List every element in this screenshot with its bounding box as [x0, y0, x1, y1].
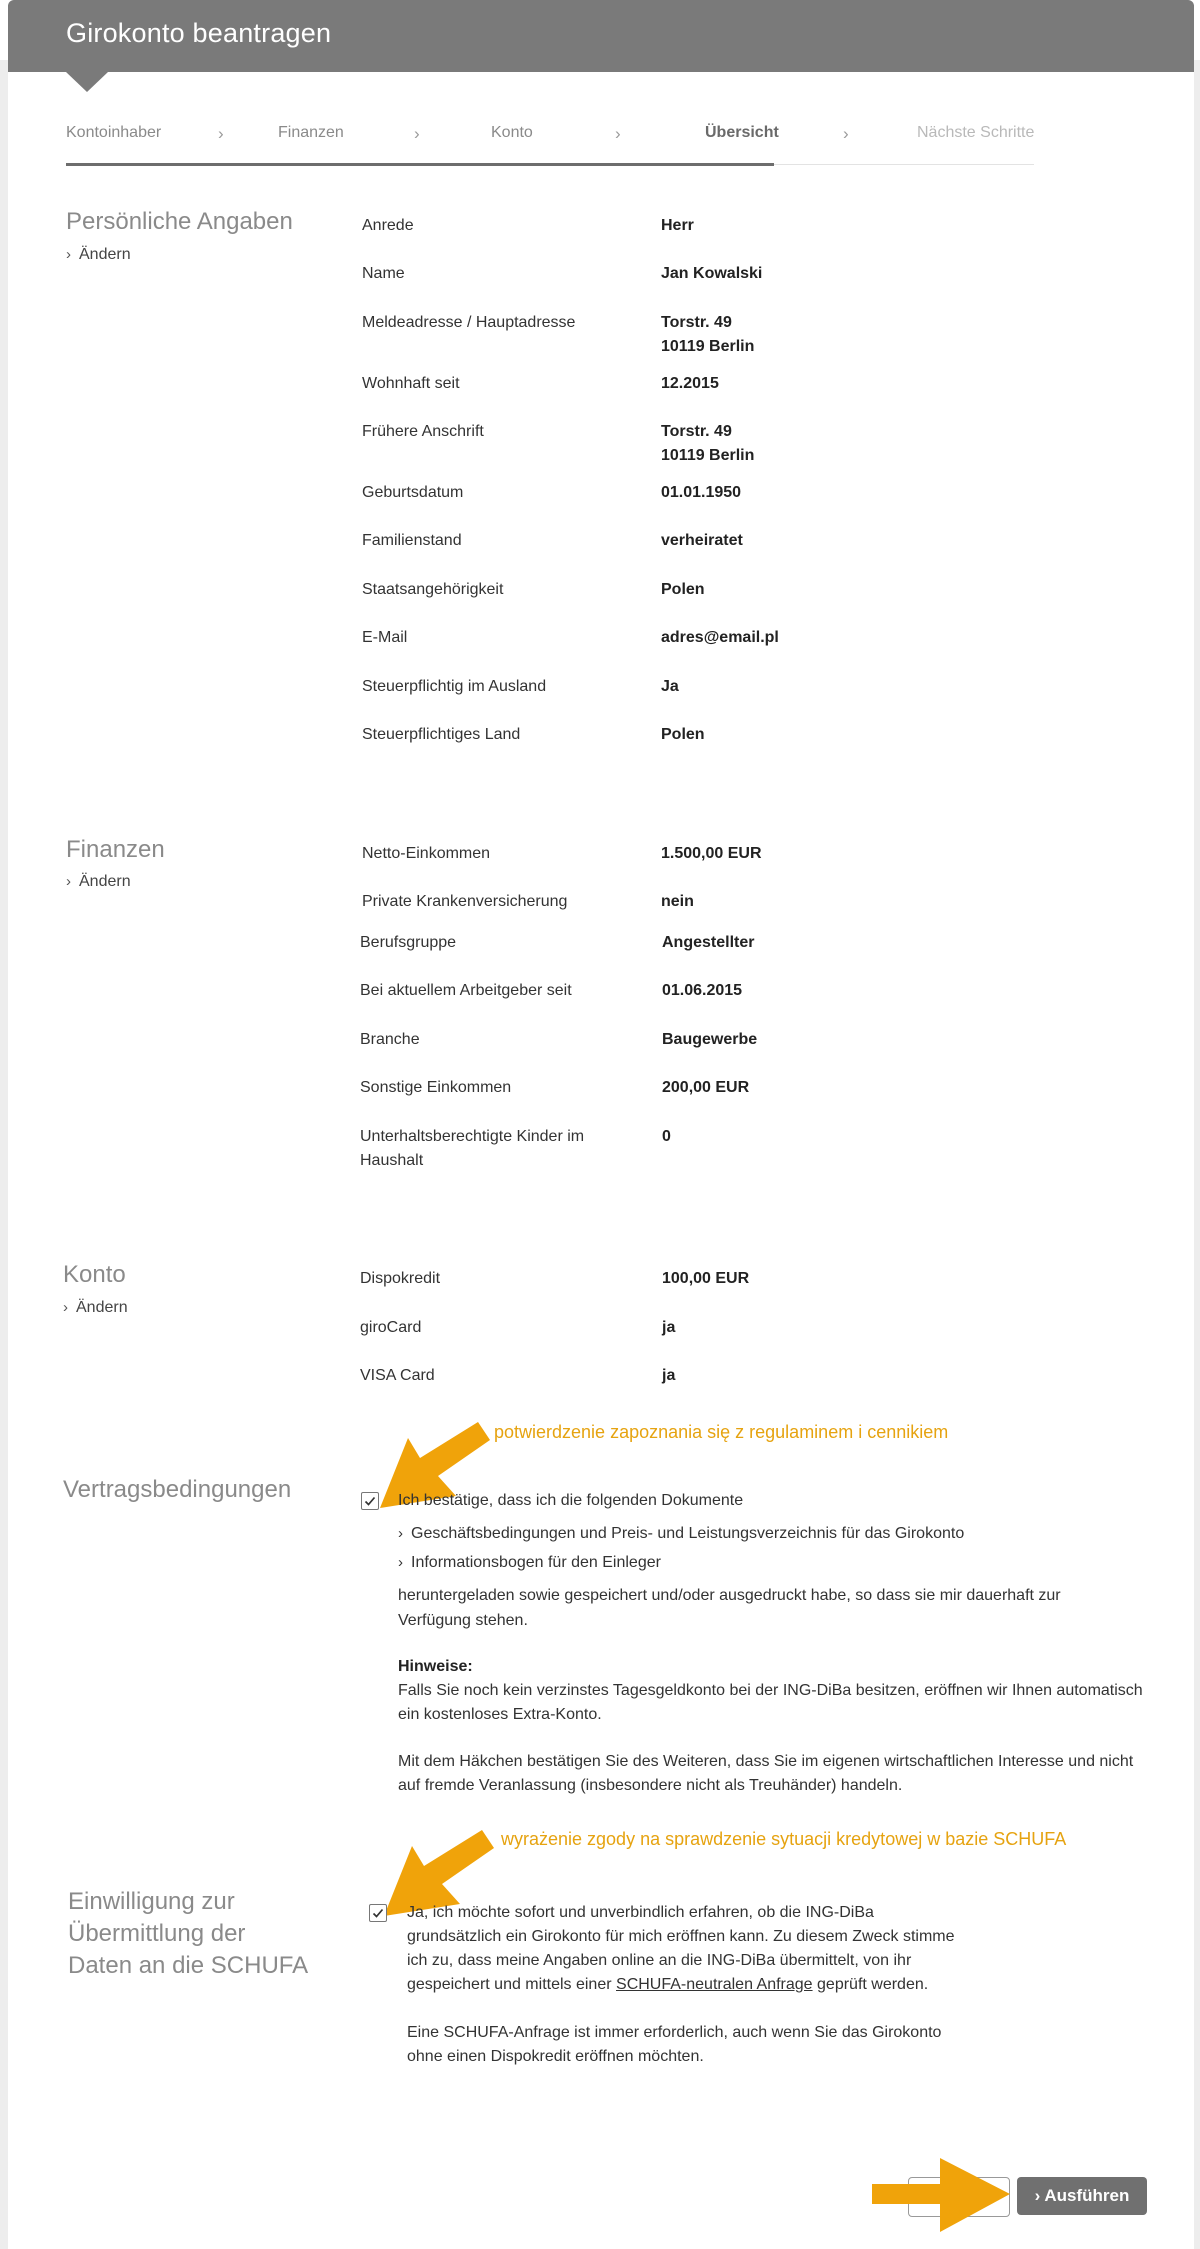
label-geburtsdatum: Geburtsdatum: [362, 484, 464, 501]
stepper-progress: [66, 163, 774, 166]
section-title-contract: Vertragsbedingungen: [63, 1476, 292, 1503]
label-girocard: giroCard: [360, 1319, 422, 1336]
value-fruehere-anschrift-street: Torstr. 49: [661, 423, 732, 440]
contract-hint-1: Falls Sie noch kein verzinstes Tagesgeldkonto bei der ING-DiBa besitzen, eröffnen wir Ihnen automatisch: [398, 1682, 1143, 1699]
doc-link-informationsbogen[interactable]: › Informationsbogen für den Einleger: [398, 1554, 661, 1571]
contract-downloaded-text-2: Verfügung stehen.: [398, 1612, 528, 1629]
value-sonstige-einkommen: 200,00 EUR: [662, 1079, 750, 1096]
section-title-account: Konto: [63, 1261, 126, 1288]
contract-downloaded-text-1: heruntergeladen sowie gespeichert und/oder ausgedruckt habe, so dass sie mir dauerhaft zur: [398, 1587, 1061, 1604]
label-visa-card: VISA Card: [360, 1367, 435, 1384]
annotation-schufa-note: wyrażenie zgody na sprawdzenie sytuacji kredytowej w bazie SCHUFA: [501, 1829, 1067, 1849]
step-uebersicht: Übersicht: [705, 124, 779, 141]
section-title-finance: Finanzen: [66, 836, 165, 863]
schufa-checkbox[interactable]: [369, 1904, 387, 1922]
value-girocard: ja: [662, 1319, 676, 1336]
value-anrede: Herr: [661, 217, 694, 234]
value-berufsgruppe: Angestellter: [662, 934, 755, 951]
annotation-arrow-icon: [870, 2156, 1012, 2234]
page-header: [8, 0, 1194, 72]
value-steuerpflichtiges-land: Polen: [661, 726, 705, 743]
label-meldeadresse: Meldeadresse / Hauptadresse: [362, 314, 576, 331]
step-separator-icon: ›: [218, 124, 224, 143]
label-dispokredit: Dispokredit: [360, 1270, 441, 1287]
contract-checkbox[interactable]: [361, 1492, 379, 1510]
chevron-right-icon: ›: [66, 246, 71, 263]
step-naechste-schritte: Nächste Schritte: [917, 124, 1035, 141]
value-staatsangehoerigkeit: Polen: [661, 581, 705, 598]
label-steuerpflichtig-ausland: Steuerpflichtig im Ausland: [362, 678, 547, 695]
step-separator-icon: ›: [414, 124, 420, 143]
section-title-personal: Persönliche Angaben: [66, 208, 293, 235]
step-konto[interactable]: Konto: [491, 124, 533, 141]
contract-hint-4: auf fremde Veranlassung (insbesondere nicht als Treuhänder) handeln.: [398, 1777, 903, 1794]
value-meldeadresse-city: 10119 Berlin: [661, 338, 755, 355]
page-title: Girokonto beantragen: [66, 18, 332, 48]
change-finance-link[interactable]: › Ändern: [66, 873, 131, 890]
step-kontoinhaber[interactable]: Kontoinhaber: [66, 124, 162, 141]
value-unterhaltsberechtigte-kinder: 0: [662, 1128, 671, 1145]
change-account-link[interactable]: › Ändern: [63, 1299, 128, 1316]
label-email: E-Mail: [362, 629, 408, 646]
section-title-schufa-line2: Übermittlung der: [68, 1920, 246, 1947]
chevron-right-icon: ›: [398, 1554, 403, 1571]
annotation-contract-note: potwierdzenie zapoznania się z regulaminem i cennikiem: [494, 1422, 949, 1442]
value-email: adres@email.pl: [661, 629, 779, 646]
value-meldeadresse-street: Torstr. 49: [661, 314, 732, 331]
chevron-right-icon: ›: [63, 1299, 68, 1316]
step-finanzen[interactable]: Finanzen: [278, 124, 344, 141]
chevron-right-icon: ›: [66, 873, 71, 890]
schufa-text-2: grundsätzlich ein Girokonto für mich eröffnen kann. Zu diesem Zweck stimme: [407, 1928, 955, 1945]
step-separator-icon: ›: [615, 124, 621, 143]
checkmark-icon: [364, 1495, 376, 1507]
label-fruehere-anschrift: Frühere Anschrift: [362, 423, 484, 440]
schufa-text-3: ich zu, dass meine Angaben online an die ING-DiBa übermittelt, von ihr: [407, 1952, 912, 1969]
section-title-schufa-line1: Einwilligung zur: [68, 1888, 235, 1915]
value-geburtsdatum: 01.01.1950: [661, 484, 742, 501]
progress-stepper: [66, 124, 1034, 168]
page-frame-right: [1194, 60, 1200, 2249]
label-arbeitgeber-seit: Bei aktuellem Arbeitgeber seit: [360, 982, 572, 999]
label-unterhaltsberechtigte-kinder: Unterhaltsberechtigte Kinder im: [360, 1128, 585, 1145]
submit-button[interactable]: [1017, 2177, 1147, 2215]
contract-hint-3: Mit dem Häkchen bestätigen Sie des Weiteren, dass Sie im eigenen wirtschaftlichen Interesse und nicht: [398, 1753, 1134, 1770]
label-netto-einkommen: Netto-Einkommen: [362, 845, 491, 862]
label-name: Name: [362, 265, 405, 282]
schufa-text-4: gespeichert und mittels einer SCHUFA-neutralen Anfrage geprüft werden.: [407, 1976, 929, 1993]
value-arbeitgeber-seit: 01.06.2015: [662, 982, 743, 999]
step-separator-icon: ›: [843, 124, 849, 143]
schufa-text-5: Eine SCHUFA-Anfrage ist immer erforderlich, auch wenn Sie das Girokonto: [407, 2024, 942, 2041]
value-branche: Baugewerbe: [662, 1031, 758, 1048]
schufa-text-6: ohne einen Dispokredit eröffnen möchten.: [407, 2048, 704, 2065]
label-wohnhaft-seit: Wohnhaft seit: [362, 375, 460, 392]
label-unterhaltsberechtigte-kinder-line2: Haushalt: [360, 1152, 424, 1169]
label-sonstige-einkommen: Sonstige Einkommen: [360, 1079, 512, 1096]
label-steuerpflichtiges-land: Steuerpflichtiges Land: [362, 726, 521, 743]
header-notch: [66, 72, 108, 92]
label-private-krankenversicherung: Private Krankenversicherung: [362, 893, 568, 910]
chevron-right-icon: ›: [1034, 2186, 1041, 2205]
value-dispokredit: 100,00 EUR: [662, 1270, 750, 1287]
value-netto-einkommen: 1.500,00 EUR: [661, 845, 762, 862]
schufa-neutral-link[interactable]: SCHUFA-neutralen Anfrage: [616, 1976, 813, 1993]
page-frame-left: [0, 60, 8, 2249]
label-familienstand: Familienstand: [362, 532, 462, 549]
label-staatsangehoerigkeit: Staatsangehörigkeit: [362, 581, 504, 598]
section-title-schufa-line3: Daten an die SCHUFA: [68, 1952, 309, 1979]
change-personal-link[interactable]: › Ändern: [66, 246, 131, 263]
value-name: Jan Kowalski: [661, 265, 763, 282]
label-anrede: Anrede: [362, 217, 414, 234]
value-private-krankenversicherung: nein: [661, 893, 694, 910]
contract-hint-2: ein kostenloses Extra-Konto.: [398, 1706, 602, 1723]
doc-link-geschaeftsbedingungen[interactable]: › Geschäftsbedingungen und Preis- und Leistungsverzeichnis für das Girokonto: [398, 1525, 965, 1542]
contract-confirm-text: Ich bestätige, dass ich die folgenden Dokumente: [398, 1492, 744, 1509]
value-steuerpflichtig-ausland: Ja: [661, 678, 679, 695]
contract-hint-title: Hinweise:: [398, 1658, 473, 1675]
value-fruehere-anschrift-city: 10119 Berlin: [661, 447, 755, 464]
chevron-right-icon: ›: [398, 1525, 403, 1542]
label-berufsgruppe: Berufsgruppe: [360, 934, 457, 951]
value-familienstand: verheiratet: [661, 532, 743, 549]
schufa-text-1: Ja, ich möchte sofort und unverbindlich erfahren, ob die ING-DiBa: [407, 1904, 874, 1921]
submit-label: Ausführen: [1044, 2186, 1130, 2205]
value-visa-card: ja: [662, 1367, 676, 1384]
value-wohnhaft-seit: 12.2015: [661, 375, 719, 392]
checkmark-icon: [372, 1907, 384, 1919]
label-branche: Branche: [360, 1031, 420, 1048]
